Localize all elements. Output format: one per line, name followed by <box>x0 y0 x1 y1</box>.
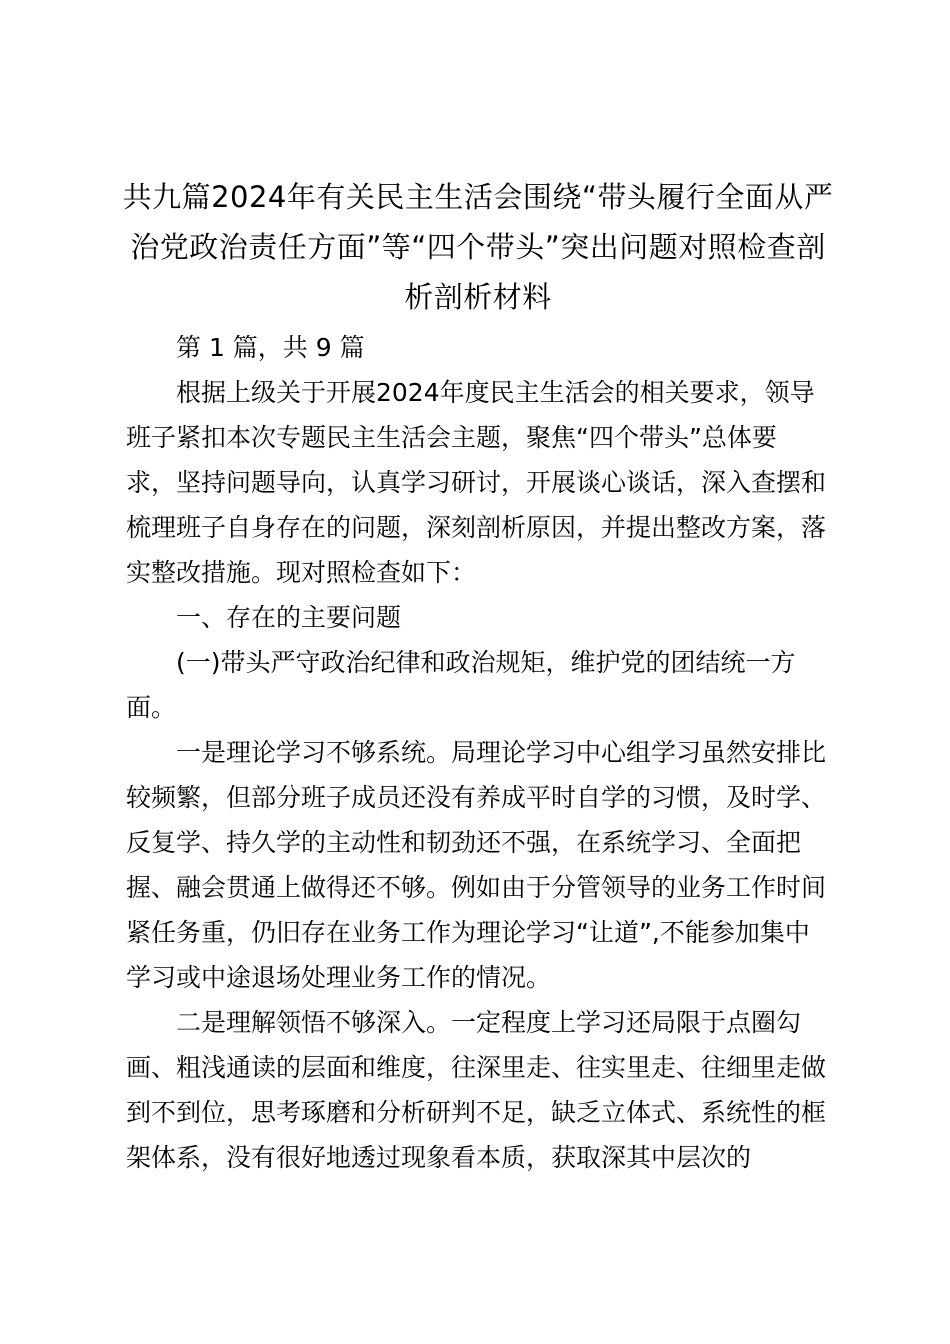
document-title: 共九篇2024年有关民主生活会围绕“带头履行全面从严治党政治责任方面”等“四个带头”突出问题对照检查剖析剖析材料 <box>122 180 834 314</box>
paragraph-2: 二是理解领悟不够深入。一定程度上学习还局限于点圈勾画、粗浅通读的层面和维度，往深里走、往实里走、往细里走做到不到位，思考琢磨和分析研判不足，缺乏立体式、系统性的框架体系，没有很好地透过现象看本质，获取深其中层次的 <box>126 1008 827 1172</box>
section-heading: 一、存在的主要问题 <box>176 603 402 632</box>
subsection-heading: (一)带头严守政治纪律和政治规矩，维护党的团结统一方面。 <box>126 648 796 722</box>
intro-paragraph: 根据上级关于开展2024年度民主生活会的相关要求，领导班子紧扣本次专题民主生活会主题，聚焦“四个带头”总体要求，坚持问题导向，认真学习研讨，开展谈心谈话，深入查摆和梳理班子自身存在的问题，深刻剖析原因，并提出整改方案，落实整改措施。现对照检查如下： <box>126 378 827 587</box>
document-body <box>126 325 826 1180</box>
part-label: 第 1 篇，共 9 篇 <box>176 333 365 362</box>
paragraph-1: 一是理论学习不够系统。局理论学习中心组学习虽然安排比较频繁，但部分班子成员还没有养成平时自学的习惯，及时学、反复学、持久学的主动性和韧劲还不强，在系统学习、全面把握、融会贯通上做得还不够。例如由于分管领导的业务工作时间紧任务重，仍旧存在业务工作为理论学习“让道”,不能参加集中学习或中途退场处理业务工作的情况。 <box>126 738 827 992</box>
